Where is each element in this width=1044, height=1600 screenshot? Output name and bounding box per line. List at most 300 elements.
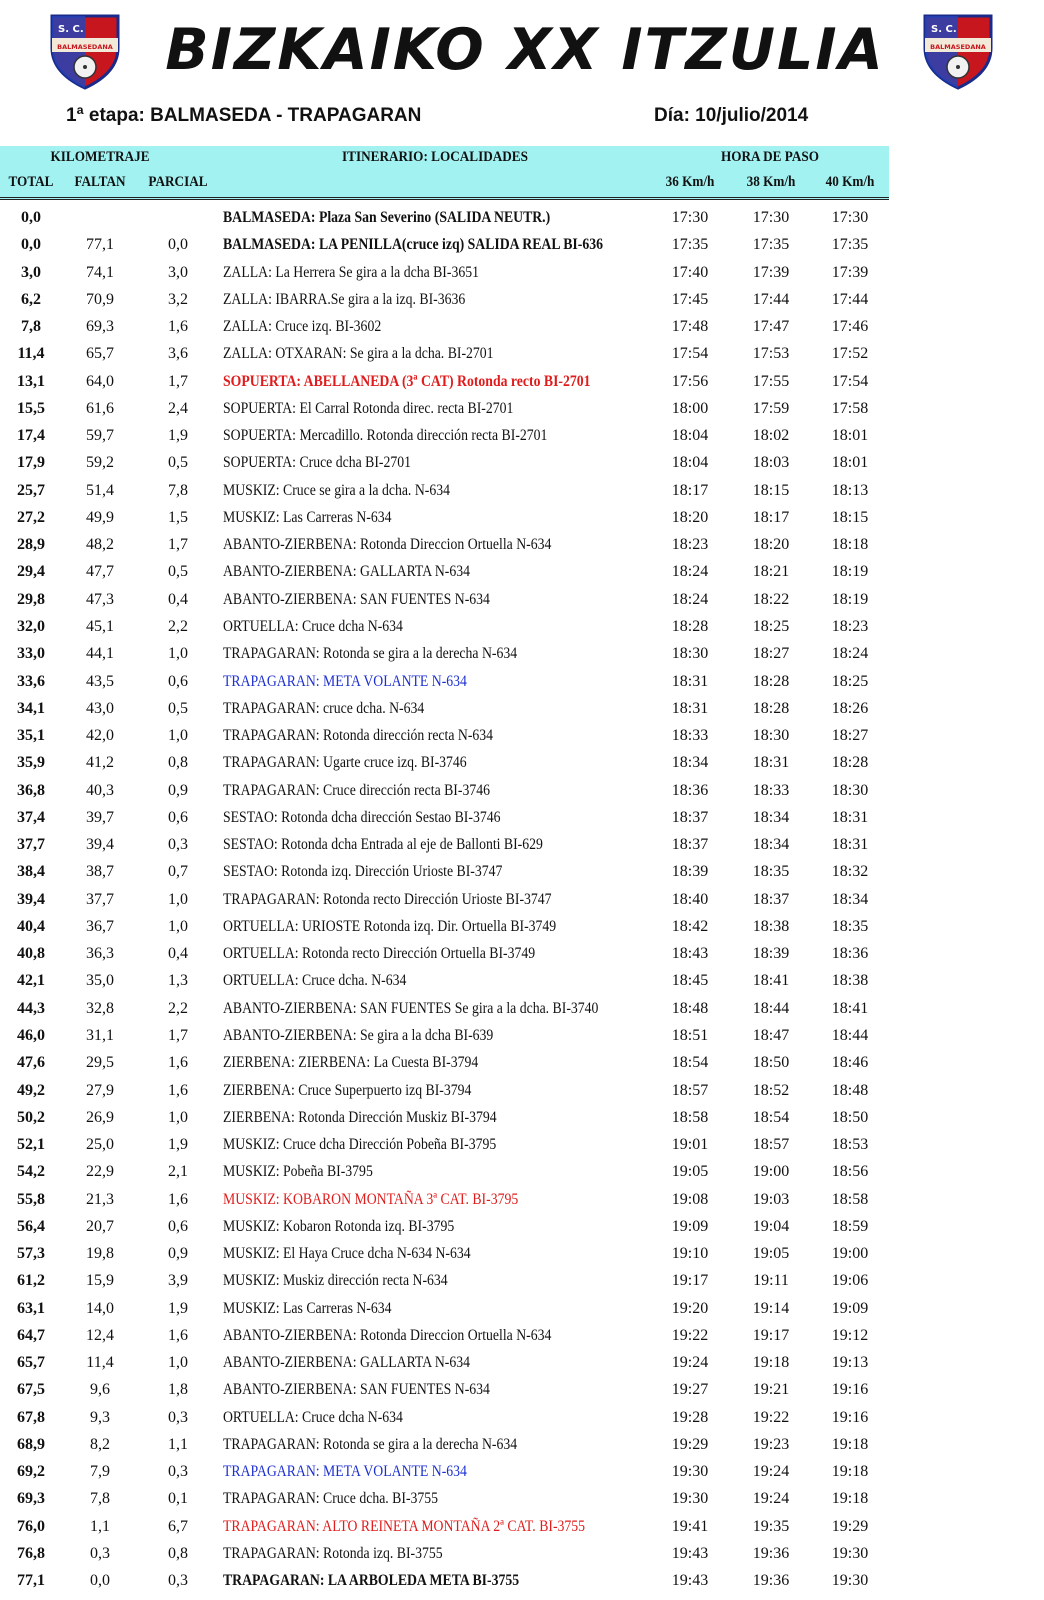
itinerary-location: TRAPAGARAN: ALTO REINETA MONTAÑA 2ª CAT. BI-3755	[223, 1517, 586, 1535]
km-parcial: 0,5	[168, 563, 188, 581]
time-40kmh: 18:01	[831, 427, 869, 445]
table-row	[0, 913, 889, 940]
itinerary-location: ZALLA: Cruce izq. BI-3602	[223, 318, 382, 336]
km-parcial: 2,2	[168, 999, 188, 1017]
km-faltan: 48,2	[86, 536, 114, 554]
km-parcial: 0,4	[168, 590, 188, 608]
time-38kmh: 19:05	[752, 1245, 790, 1263]
km-parcial: 0,9	[168, 1245, 188, 1263]
logo-club-text: BALMASEDANA	[57, 43, 113, 51]
time-36kmh: 18:31	[671, 699, 709, 717]
km-total: 36,8	[17, 781, 45, 799]
time-38kmh: 17:47	[752, 318, 790, 336]
time-38kmh: 19:22	[752, 1408, 790, 1426]
km-parcial: 0,3	[168, 1463, 188, 1481]
km-faltan: 44,1	[86, 645, 114, 663]
header-36kmh: 36 Km/h	[665, 174, 715, 190]
table-row	[0, 1431, 889, 1458]
km-parcial: 3,2	[168, 290, 188, 308]
km-total: 69,3	[17, 1490, 45, 1508]
itinerary-location: MUSKIZ: Las Carreras N-634	[223, 508, 392, 526]
km-faltan: 39,7	[86, 808, 114, 826]
km-parcial: 3,0	[168, 263, 188, 281]
km-faltan: 36,7	[86, 917, 114, 935]
itinerary-location: ABANTO-ZIERBENA: Se gira a la dcha BI-639	[223, 1026, 494, 1044]
time-38kmh: 18:33	[752, 781, 790, 799]
table-row	[0, 967, 889, 994]
time-40kmh: 18:32	[831, 863, 869, 881]
time-40kmh: 18:50	[831, 1108, 869, 1126]
time-40kmh: 18:35	[831, 917, 869, 935]
table-row	[0, 395, 889, 422]
time-38kmh: 18:22	[752, 590, 790, 608]
time-38kmh: 19:24	[752, 1463, 790, 1481]
itinerary-location: TRAPAGARAN: Rotonda izq. BI-3755	[223, 1545, 443, 1563]
km-faltan: 51,4	[86, 481, 114, 499]
km-parcial: 1,6	[168, 1190, 188, 1208]
time-40kmh: 19:18	[831, 1490, 869, 1508]
km-faltan: 74,1	[86, 263, 114, 281]
time-36kmh: 17:45	[671, 290, 709, 308]
km-total: 34,1	[17, 699, 45, 717]
table-row	[0, 804, 889, 831]
itinerary-location: MUSKIZ: Cruce se gira a la dcha. N-634	[223, 481, 450, 499]
km-faltan: 42,0	[86, 727, 114, 745]
time-40kmh: 17:44	[831, 290, 869, 308]
itinerary-location: SOPUERTA: ABELLANEDA (3ª CAT) Rotonda recto BI-2701	[223, 372, 591, 390]
time-36kmh: 17:40	[671, 263, 709, 281]
km-parcial: 1,0	[168, 1108, 188, 1126]
table-row	[0, 1404, 889, 1431]
km-total: 6,2	[21, 290, 41, 308]
time-36kmh: 19:27	[671, 1381, 709, 1399]
km-faltan: 1,1	[90, 1517, 110, 1535]
time-40kmh: 18:31	[831, 836, 869, 854]
km-parcial: 1,1	[168, 1435, 188, 1453]
table-row	[0, 886, 889, 913]
km-faltan: 32,8	[86, 999, 114, 1017]
time-40kmh: 17:46	[831, 318, 869, 336]
time-36kmh: 18:57	[671, 1081, 709, 1099]
time-38kmh: 19:17	[752, 1326, 790, 1344]
table-row	[0, 1213, 889, 1240]
time-38kmh: 18:37	[752, 890, 790, 908]
km-total: 47,6	[17, 1054, 45, 1072]
time-36kmh: 17:56	[671, 372, 709, 390]
time-40kmh: 18:28	[831, 754, 869, 772]
km-total: 35,9	[17, 754, 45, 772]
km-total: 29,8	[17, 590, 45, 608]
km-faltan: 0,3	[90, 1545, 110, 1563]
table-row	[0, 1240, 889, 1267]
time-38kmh: 19:18	[752, 1354, 790, 1372]
km-total: 27,2	[17, 508, 45, 526]
time-40kmh: 18:01	[831, 454, 869, 472]
km-faltan: 26,9	[86, 1108, 114, 1126]
time-40kmh: 18:26	[831, 699, 869, 717]
km-parcial: 1,0	[168, 917, 188, 935]
time-40kmh: 18:30	[831, 781, 869, 799]
km-total: 69,2	[17, 1463, 45, 1481]
km-parcial: 1,0	[168, 1354, 188, 1372]
time-36kmh: 19:43	[671, 1572, 709, 1590]
km-total: 37,7	[17, 836, 45, 854]
km-faltan: 7,9	[90, 1463, 110, 1481]
time-40kmh: 19:09	[831, 1299, 869, 1317]
logo-club-text: BALMASEDANA	[930, 43, 986, 51]
km-parcial: 1,5	[168, 508, 188, 526]
km-parcial: 2,2	[168, 617, 188, 635]
time-38kmh: 18:25	[752, 617, 790, 635]
km-total: 38,4	[17, 863, 45, 881]
time-38kmh: 17:35	[752, 236, 790, 254]
time-38kmh: 18:15	[752, 481, 790, 499]
time-40kmh: 18:13	[831, 481, 869, 499]
km-faltan: 59,2	[86, 454, 114, 472]
time-40kmh: 17:35	[831, 236, 869, 254]
time-40kmh: 19:12	[831, 1326, 869, 1344]
time-38kmh: 17:30	[752, 209, 790, 226]
itinerary-location: ZIERBENA: Rotonda Dirección Muskiz BI-3794	[223, 1108, 497, 1126]
km-total: 17,9	[17, 454, 45, 472]
time-40kmh: 18:18	[831, 536, 869, 554]
km-parcial: 0,3	[168, 836, 188, 854]
time-36kmh: 17:48	[671, 318, 709, 336]
table-row	[0, 504, 889, 531]
km-faltan: 25,0	[86, 1136, 114, 1154]
km-total: 76,0	[17, 1517, 45, 1535]
table-row	[0, 340, 889, 367]
itinerary-location: ABANTO-ZIERBENA: SAN FUENTES Se gira a la dcha. BI-3740	[223, 999, 599, 1017]
itinerary-location: SOPUERTA: El Carral Rotonda direc. recta BI-2701	[223, 399, 514, 417]
time-38kmh: 18:02	[752, 427, 790, 445]
table-row	[0, 449, 889, 476]
itinerary-location: ABANTO-ZIERBENA: SAN FUENTES N-634	[223, 590, 490, 608]
km-total: 67,8	[17, 1408, 45, 1426]
km-total: 29,4	[17, 563, 45, 581]
km-total: 77,1	[17, 1572, 45, 1590]
table-row	[0, 995, 889, 1022]
table-row	[0, 477, 889, 504]
time-40kmh: 18:44	[831, 1026, 869, 1044]
time-40kmh: 18:34	[831, 890, 869, 908]
time-38kmh: 19:14	[752, 1299, 790, 1317]
time-38kmh: 19:11	[753, 1272, 789, 1290]
km-faltan: 65,7	[86, 345, 114, 363]
time-38kmh: 19:03	[752, 1190, 790, 1208]
time-36kmh: 19:41	[671, 1517, 709, 1535]
itinerary-location: SOPUERTA: Cruce dcha BI-2701	[223, 454, 412, 472]
time-38kmh: 18:44	[752, 999, 790, 1017]
km-parcial: 0,5	[168, 454, 188, 472]
km-parcial: 0,0	[168, 236, 188, 254]
km-faltan: 64,0	[86, 372, 114, 390]
km-faltan: 59,7	[86, 427, 114, 445]
time-36kmh: 18:58	[671, 1108, 709, 1126]
time-38kmh: 18:03	[752, 454, 790, 472]
time-36kmh: 19:28	[671, 1408, 709, 1426]
table-row	[0, 695, 889, 722]
km-faltan: 45,1	[86, 617, 114, 635]
time-38kmh: 18:39	[752, 945, 790, 963]
km-total: 57,3	[17, 1245, 45, 1263]
table-row	[0, 858, 889, 885]
itinerary-location: ABANTO-ZIERBENA: GALLARTA N-634	[223, 1354, 471, 1372]
time-40kmh: 19:18	[831, 1463, 869, 1481]
km-parcial: 0,6	[168, 672, 188, 690]
time-40kmh: 18:15	[831, 508, 869, 526]
time-40kmh: 18:53	[831, 1136, 869, 1154]
km-parcial: 0,3	[168, 1408, 188, 1426]
time-40kmh: 17:30	[831, 209, 869, 226]
itinerary-location: MUSKIZ: Cruce dcha Dirección Pobeña BI-3795	[223, 1136, 497, 1154]
km-faltan: 0,0	[90, 1572, 110, 1590]
time-36kmh: 18:34	[671, 754, 709, 772]
km-total: 50,2	[17, 1108, 45, 1126]
itinerary-location: TRAPAGARAN: Rotonda se gira a la derecha N-634	[223, 645, 518, 663]
time-36kmh: 18:33	[671, 727, 709, 745]
time-40kmh: 19:29	[831, 1517, 869, 1535]
time-40kmh: 18:31	[831, 808, 869, 826]
time-38kmh: 18:50	[752, 1054, 790, 1072]
logo-top-text: S. C.	[931, 24, 957, 35]
club-logo-right	[921, 12, 995, 90]
table-row	[0, 777, 889, 804]
km-total: 42,1	[17, 972, 45, 990]
time-36kmh: 19:17	[671, 1272, 709, 1290]
km-faltan: 21,3	[86, 1190, 114, 1208]
km-total: 40,8	[17, 945, 45, 963]
km-faltan: 41,2	[86, 754, 114, 772]
km-faltan: 29,5	[86, 1054, 114, 1072]
km-parcial: 0,7	[168, 863, 188, 881]
km-parcial: 1,9	[168, 1299, 188, 1317]
page-title: BIZKAIKO XX ITZULIA	[165, 17, 885, 83]
itinerary-location: BALMASEDA: LA PENILLA(cruce izq) SALIDA REAL BI-636	[223, 236, 603, 254]
time-36kmh: 19:08	[671, 1190, 709, 1208]
time-38kmh: 18:20	[752, 536, 790, 554]
time-36kmh: 18:24	[671, 590, 709, 608]
time-38kmh: 17:39	[752, 263, 790, 281]
km-faltan: 70,9	[86, 290, 114, 308]
time-38kmh: 18:47	[752, 1026, 790, 1044]
time-38kmh: 19:21	[752, 1381, 790, 1399]
itinerary-location: ORTUELLA: Cruce dcha N-634	[223, 617, 403, 635]
km-parcial: 0,6	[168, 808, 188, 826]
itinerary-location: ABANTO-ZIERBENA: Rotonda Direccion Ortuella N-634	[223, 1326, 552, 1344]
time-38kmh: 18:38	[752, 917, 790, 935]
itinerary-location: TRAPAGARAN: Rotonda recto Dirección Urioste BI-3747	[223, 890, 552, 908]
km-parcial: 1,7	[168, 536, 188, 554]
km-total: 52,1	[17, 1136, 45, 1154]
table-row	[0, 1295, 889, 1322]
km-parcial: 0,6	[168, 1217, 188, 1235]
km-total: 35,1	[17, 727, 45, 745]
time-36kmh: 18:04	[671, 454, 709, 472]
km-faltan: 40,3	[86, 781, 114, 799]
itinerary-location: MUSKIZ: Las Carreras N-634	[223, 1299, 392, 1317]
km-total: 11,4	[17, 345, 45, 363]
km-faltan: 61,6	[86, 399, 114, 417]
time-38kmh: 19:36	[752, 1572, 790, 1590]
time-36kmh: 18:00	[671, 399, 709, 417]
km-parcial: 1,6	[168, 1326, 188, 1344]
header-38kmh: 38 Km/h	[746, 174, 796, 190]
table-row	[0, 368, 889, 395]
time-40kmh: 18:58	[831, 1190, 869, 1208]
time-36kmh: 17:35	[671, 236, 709, 254]
km-total: 67,5	[17, 1381, 45, 1399]
table-row	[0, 613, 889, 640]
header-40kmh: 40 Km/h	[825, 174, 875, 190]
club-logo-left	[48, 12, 122, 90]
table-row	[0, 586, 889, 613]
km-total: 0,0	[21, 209, 41, 226]
itinerary-location: TRAPAGARAN: META VOLANTE N-634	[223, 1463, 467, 1481]
km-faltan: 14,0	[86, 1299, 114, 1317]
km-parcial: 1,3	[168, 972, 188, 990]
km-parcial: 1,0	[168, 645, 188, 663]
km-total: 55,8	[17, 1190, 45, 1208]
time-38kmh: 18:27	[752, 645, 790, 663]
time-38kmh: 18:31	[752, 754, 790, 772]
itinerary-location: SESTAO: Rotonda dcha dirección Sestao BI-3746	[223, 808, 501, 826]
time-36kmh: 19:24	[671, 1354, 709, 1372]
header-hora-de-paso: HORA DE PASO	[720, 149, 820, 165]
time-36kmh: 19:20	[671, 1299, 709, 1317]
km-faltan: 31,1	[86, 1026, 114, 1044]
time-36kmh: 18:31	[671, 672, 709, 690]
time-36kmh: 18:30	[671, 645, 709, 663]
itinerary-location: MUSKIZ: Pobeña BI-3795	[223, 1163, 373, 1181]
time-38kmh: 19:35	[752, 1517, 790, 1535]
stage-label: 1ª etapa: BALMASEDA - TRAPAGARAN	[66, 105, 422, 126]
time-40kmh: 19:16	[831, 1408, 869, 1426]
time-36kmh: 17:54	[671, 345, 709, 363]
km-parcial: 1,6	[168, 1081, 188, 1099]
itinerary-location: ABANTO-ZIERBENA: SAN FUENTES N-634	[223, 1381, 490, 1399]
itinerary-location: TRAPAGARAN: Ugarte cruce izq. BI-3746	[223, 754, 467, 772]
time-38kmh: 17:53	[752, 345, 790, 363]
km-total: 56,4	[17, 1217, 45, 1235]
time-40kmh: 19:30	[831, 1572, 869, 1590]
time-38kmh: 18:28	[752, 699, 790, 717]
km-parcial: 0,5	[168, 699, 188, 717]
table-row	[0, 259, 889, 286]
time-40kmh: 18:19	[831, 590, 869, 608]
table-row	[0, 1376, 889, 1403]
itinerary-location: ORTUELLA: Cruce dcha. N-634	[223, 972, 407, 990]
km-parcial: 1,9	[168, 427, 188, 445]
time-36kmh: 18:17	[671, 481, 709, 499]
km-total: 39,4	[17, 890, 45, 908]
table-row	[0, 1485, 889, 1512]
time-40kmh: 18:41	[831, 999, 869, 1017]
time-38kmh: 17:59	[752, 399, 790, 417]
header-itinerario: ITINERARIO: LOCALIDADES	[342, 149, 528, 165]
time-36kmh: 18:20	[671, 508, 709, 526]
km-faltan: 9,6	[90, 1381, 110, 1399]
time-38kmh: 18:28	[752, 672, 790, 690]
km-total: 0,0	[21, 236, 41, 254]
time-36kmh: 19:29	[671, 1435, 709, 1453]
km-parcial: 1,6	[168, 318, 188, 336]
km-faltan: 47,7	[86, 563, 114, 581]
time-36kmh: 19:01	[671, 1136, 709, 1154]
time-38kmh: 19:00	[752, 1163, 790, 1181]
km-faltan: 19,8	[86, 1245, 114, 1263]
km-total: 63,1	[17, 1299, 45, 1317]
km-parcial: 0,9	[168, 781, 188, 799]
table-row	[0, 1567, 889, 1594]
time-40kmh: 18:19	[831, 563, 869, 581]
km-faltan: 43,0	[86, 699, 114, 717]
km-faltan: 43,5	[86, 672, 114, 690]
table-row	[0, 1540, 889, 1567]
time-38kmh: 18:52	[752, 1081, 790, 1099]
time-36kmh: 18:04	[671, 427, 709, 445]
itinerary-location: SESTAO: Rotonda izq. Dirección Urioste BI-3747	[223, 863, 503, 881]
table-row	[0, 204, 889, 231]
table-row	[0, 313, 889, 340]
time-36kmh: 19:05	[671, 1163, 709, 1181]
km-parcial: 0,8	[168, 1545, 188, 1563]
km-parcial: 1,7	[168, 372, 188, 390]
time-40kmh: 18:23	[831, 617, 869, 635]
time-36kmh: 19:30	[671, 1490, 709, 1508]
table-row	[0, 231, 889, 258]
time-40kmh: 18:48	[831, 1081, 869, 1099]
km-total: 13,1	[17, 372, 45, 390]
header-total: TOTAL	[8, 174, 54, 190]
time-38kmh: 18:34	[752, 836, 790, 854]
itinerary-location: TRAPAGARAN: LA ARBOLEDA META BI-3755	[223, 1572, 520, 1590]
time-36kmh: 18:48	[671, 999, 709, 1017]
time-38kmh: 19:23	[752, 1435, 790, 1453]
km-faltan: 8,2	[90, 1435, 110, 1453]
itinerary-location: ORTUELLA: Rotonda recto Dirección Ortuella BI-3749	[223, 945, 536, 963]
time-36kmh: 18:36	[671, 781, 709, 799]
time-40kmh: 19:00	[831, 1245, 869, 1263]
itinerary-location: TRAPAGARAN: Cruce dcha. BI-3755	[223, 1490, 439, 1508]
time-40kmh: 19:06	[831, 1272, 869, 1290]
time-36kmh: 19:43	[671, 1545, 709, 1563]
time-38kmh: 18:35	[752, 863, 790, 881]
time-36kmh: 18:28	[671, 617, 709, 635]
itinerary-location: TRAPAGARAN: Rotonda se gira a la derecha N-634	[223, 1435, 518, 1453]
km-parcial: 1,9	[168, 1136, 188, 1154]
table-row	[0, 749, 889, 776]
table-row	[0, 940, 889, 967]
km-parcial: 2,4	[168, 399, 188, 417]
km-total: 25,7	[17, 481, 45, 499]
km-faltan: 38,7	[86, 863, 114, 881]
table-row	[0, 286, 889, 313]
itinerary-location: SESTAO: Rotonda dcha Entrada al eje de Ballonti BI-629	[223, 836, 543, 854]
km-parcial: 0,1	[168, 1490, 188, 1508]
time-36kmh: 18:51	[671, 1026, 709, 1044]
time-38kmh: 18:34	[752, 808, 790, 826]
km-faltan: 39,4	[86, 836, 114, 854]
km-parcial: 1,7	[168, 1026, 188, 1044]
km-total: 28,9	[17, 536, 45, 554]
km-faltan: 12,4	[86, 1326, 114, 1344]
km-faltan: 69,3	[86, 318, 114, 336]
itinerary-location: BALMASEDA: Plaza San Severino (SALIDA NEUTR.)	[223, 209, 551, 226]
time-36kmh: 18:37	[671, 808, 709, 826]
km-total: 15,5	[17, 399, 45, 417]
itinerary-location: SOPUERTA: Mercadillo. Rotonda dirección recta BI-2701	[223, 427, 548, 445]
